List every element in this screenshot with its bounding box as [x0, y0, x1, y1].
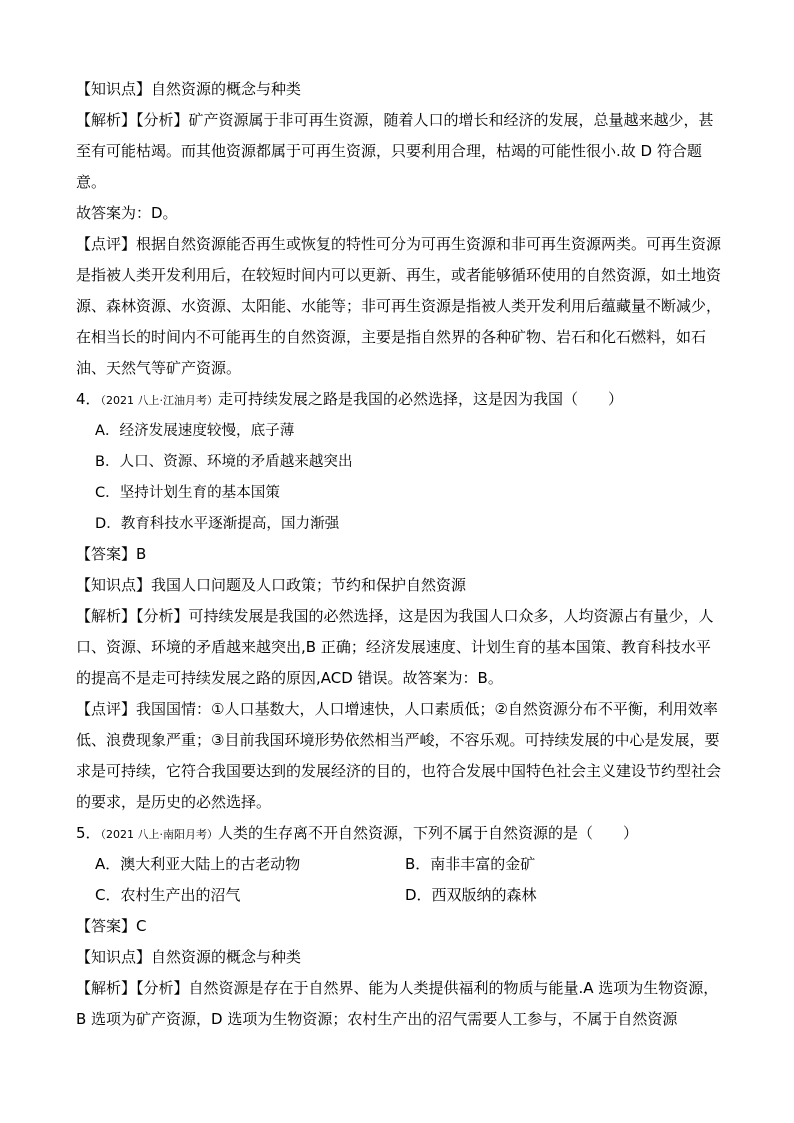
question-text: 走可持续发展之路是我国的必然选择，这是因为我国（ ）	[218, 390, 624, 408]
question-4-stem	[76, 384, 736, 415]
option-d: D．教育科技水平逐渐提高，国力渐强	[95, 515, 340, 532]
option-a: A．经济发展速度较慢，底子薄	[95, 422, 295, 439]
question-5-stem	[76, 818, 736, 849]
document-page	[76, 74, 736, 1035]
comment-line: 低、浪费现象严重；③目前我国环境形势依然相当严峻，不容乐观。可持续发展的中心是发展，要	[76, 731, 720, 749]
question-number: 5．	[76, 824, 101, 842]
option-c: C．坚持计划生育的基本国策	[95, 484, 280, 501]
option-d: D．西双版纳的森林	[405, 886, 537, 904]
analysis-line: 【解析】【分析】自然资源是存在于自然界、能为人类提供福利的物质与能量.A 选项为生物资源，	[76, 979, 719, 997]
knowledge-point: 【知识点】我国人口问题及人口政策；节约和保护自然资源	[76, 576, 467, 594]
comment-line: 的要求，是历史的必然选择。	[76, 793, 272, 811]
answer-note: 故答案为：D。	[76, 204, 178, 222]
comment-line: 在相当长的时间内不可能再生的自然资源，主要是指自然界的各种矿物、岩石和化石燃料，如石	[76, 328, 707, 346]
option-b: B．人口、资源、环境的矛盾越来越突出	[95, 453, 353, 470]
analysis-line: B 选项为矿产资源，D 选项为生物资源；农村生产出的沼气需要人工参与，不属于自然资源	[76, 1010, 678, 1028]
analysis-line: 【解析】【分析】矿产资源属于非可再生资源，随着人口的增长和经济的发展，总量越来越少，甚	[76, 111, 714, 129]
analysis-line: 的提高不是走可持续发展之路的原因,ACD 错误。故答案为：B。	[76, 669, 503, 687]
analysis-line: 口、资源、环境的矛盾越来越突出,B 正确；经济发展速度、计划生育的基本国策、教育科技水平	[76, 638, 711, 656]
option-b: B．南非丰富的金矿	[405, 855, 536, 873]
comment-line: 求是可持续，它符合我国要达到的发展经济的目的，也符合发展中国特色社会主义建设节约型社会	[76, 762, 722, 780]
knowledge-point: 【知识点】自然资源的概念与种类	[76, 948, 302, 966]
options-row	[76, 880, 736, 911]
analysis-line: 至有可能枯竭。而其他资源都属于可再生资源，只要利用合理，枯竭的可能性很小.故 D 符合题	[76, 142, 702, 160]
option-c: C．农村生产出的沼气	[95, 886, 241, 904]
comment-line: 是指被人类开发利用后，在较短时间内可以更新、再生，或者能够循环使用的自然资源，如土地资	[76, 266, 722, 284]
question-source: （2021 八上·南阳月考）	[100, 828, 219, 841]
option-a: A．澳大利亚大陆上的古老动物	[95, 855, 301, 873]
comment-line: 油、天然气等矿产资源。	[76, 359, 242, 377]
analysis-line: 意。	[76, 173, 107, 191]
comment-line: 源、森林资源、水资源、太阳能、水能等；非可再生资源是指被人类开发利用后蕴藏量不断减少，	[76, 297, 722, 315]
comment-line: 【点评】我国国情：①人口基数大，人口增速快，人口素质低；②自然资源分布不平衡，利用效率	[76, 700, 718, 718]
question-number: 4．	[76, 390, 101, 408]
knowledge-point: 【知识点】自然资源的概念与种类	[76, 80, 302, 98]
options-row	[76, 849, 736, 880]
question-source: （2021 八上·江油月考）	[100, 394, 219, 407]
question-text: 人类的生存离不开自然资源，下列不属于自然资源的是（ ）	[218, 824, 639, 842]
answer: 【答案】B	[76, 545, 147, 563]
comment-line: 【点评】根据自然资源能否再生或恢复的特性可分为可再生资源和非可再生资源两类。可再生资源	[76, 235, 722, 253]
answer: 【答案】C	[76, 917, 147, 935]
analysis-line: 【解析】【分析】可持续发展是我国的必然选择，这是因为我国人口众多，人均资源占有量少，人	[76, 607, 714, 625]
